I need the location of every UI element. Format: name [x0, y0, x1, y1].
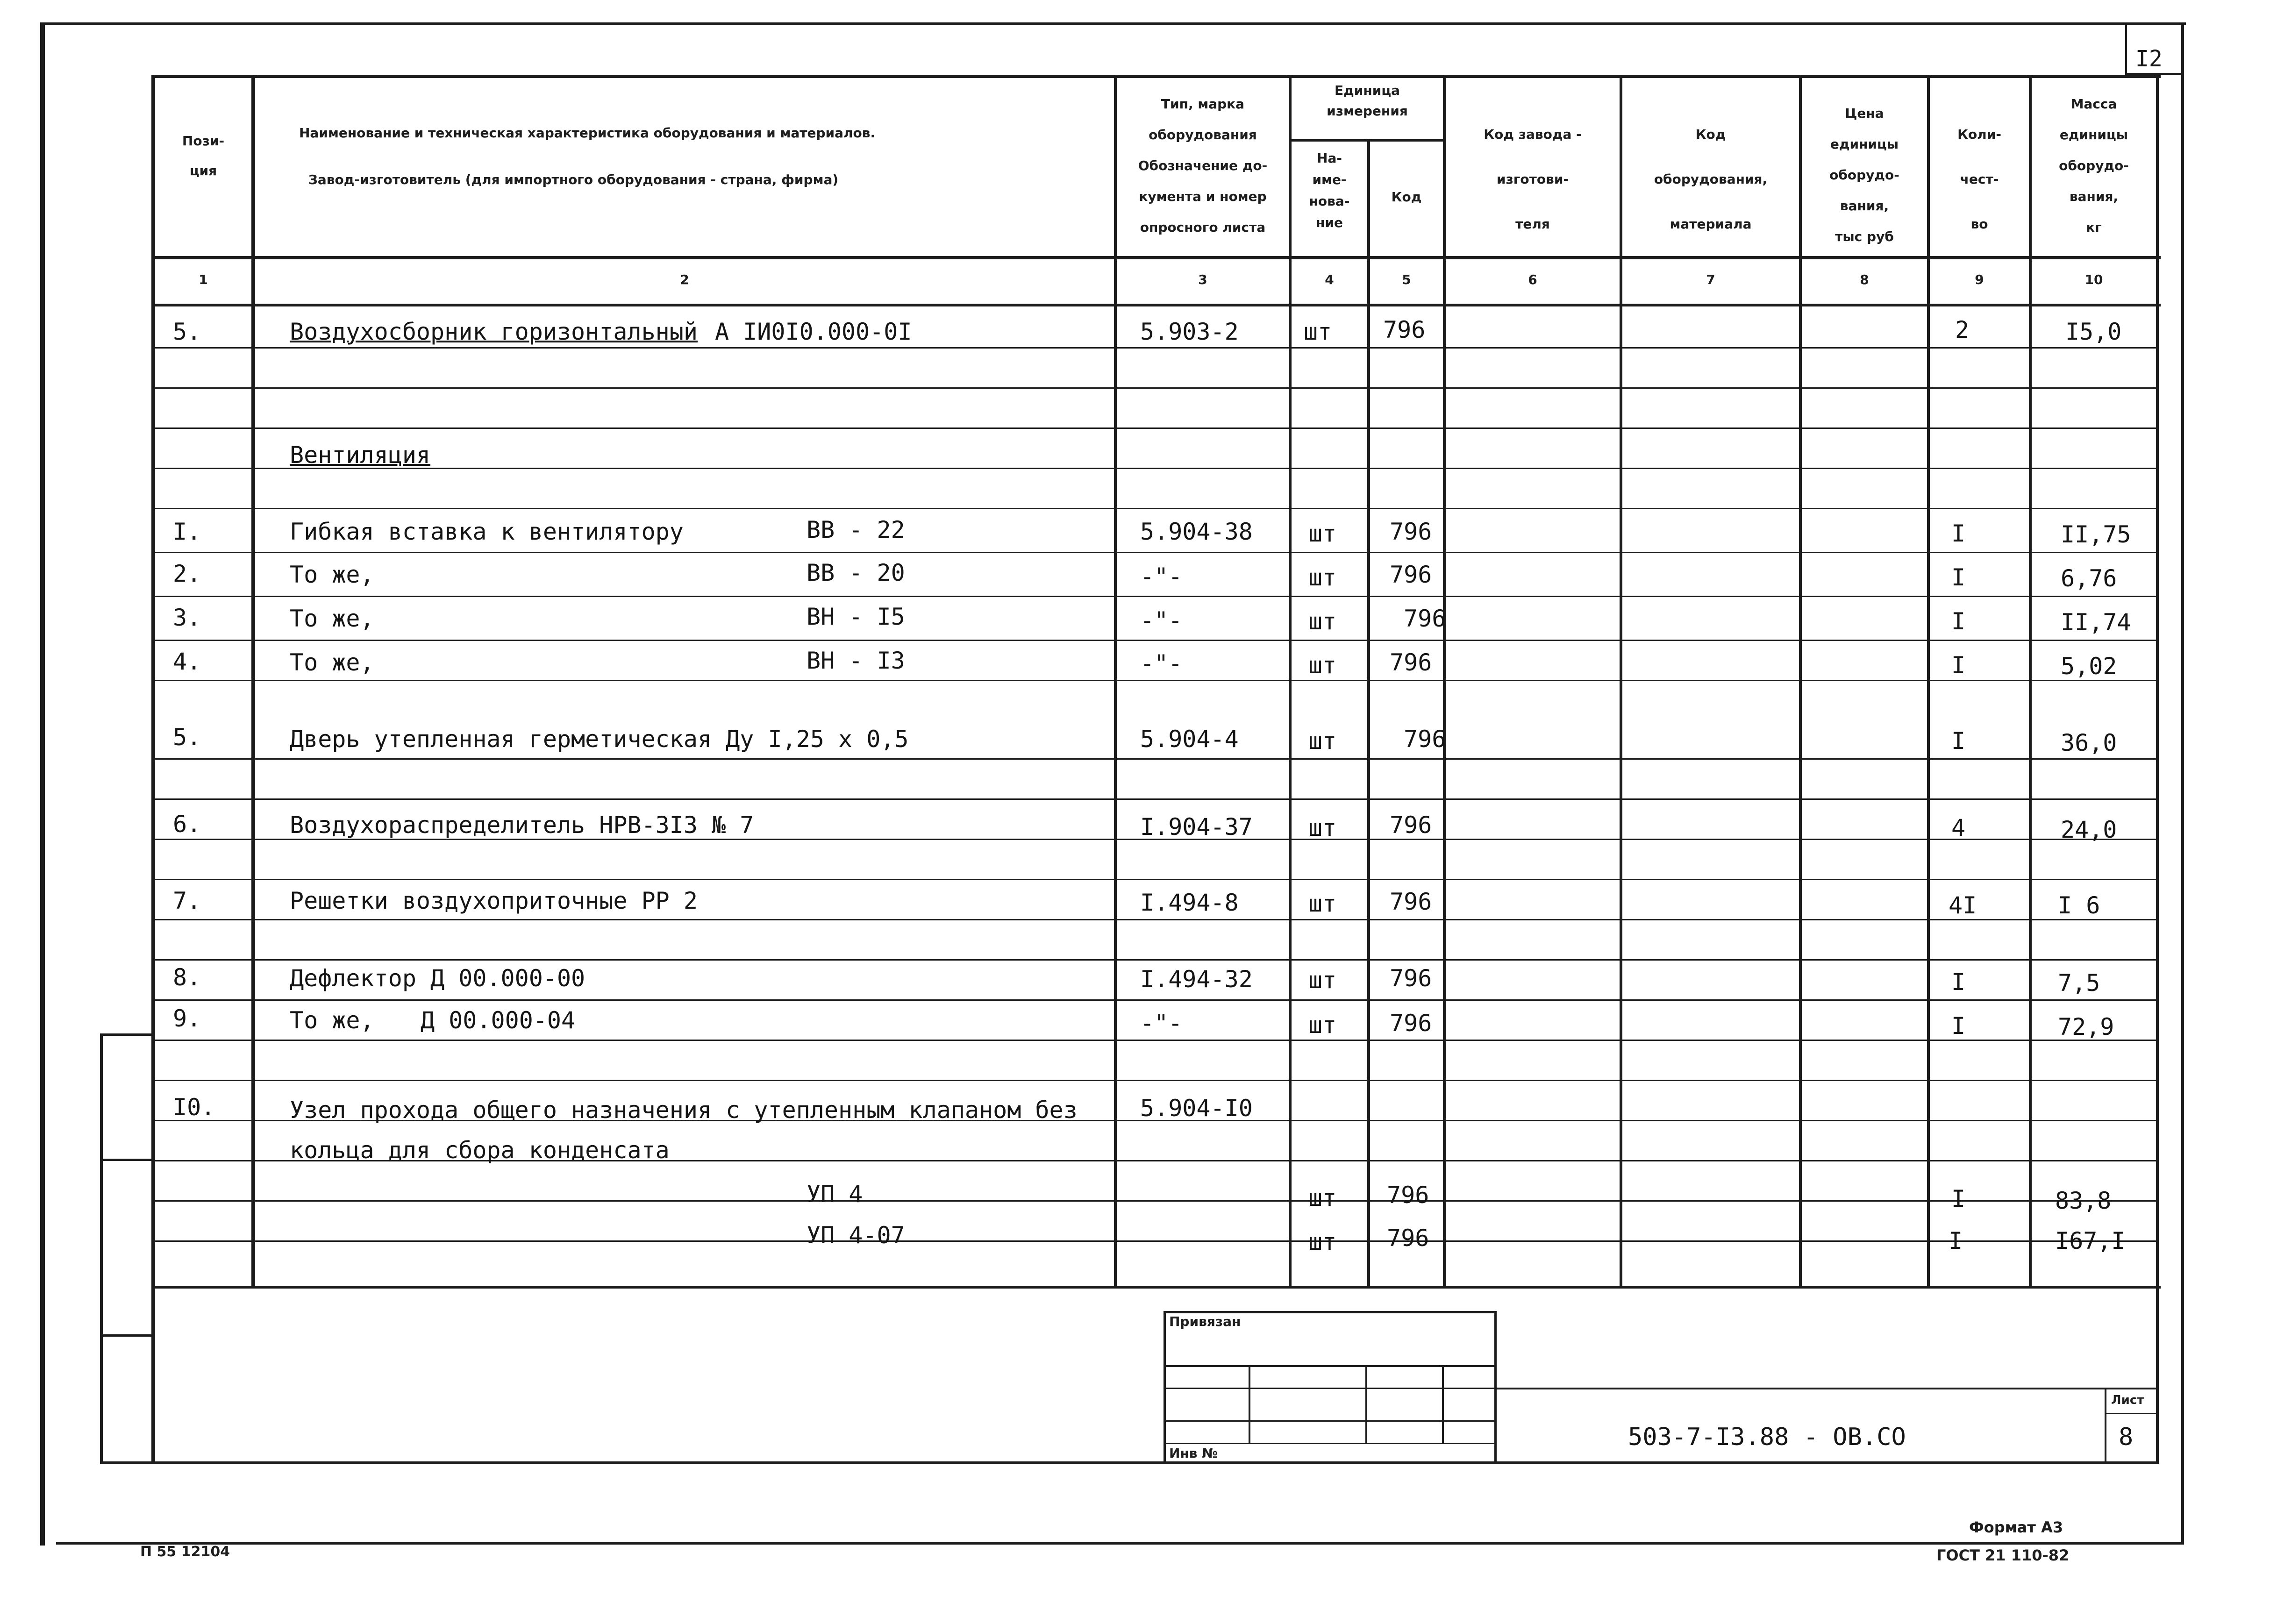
row-unit: шт [1308, 608, 1337, 635]
row-mark: Д 00.000-04 [421, 1007, 576, 1034]
row-name: Дверь утепленная герметическая Ду I,25 х 0,5 [290, 726, 909, 753]
row-mark: ВВ - 22 [807, 516, 905, 543]
row-qty: 2 [1955, 316, 1970, 343]
header-unit-name: На- име- нова- ние [1309, 150, 1350, 230]
row-code: 796 [1390, 518, 1432, 545]
footer-gost: ГОСТ 21 110-82 [1936, 1546, 2070, 1564]
row-doc: 5.904-38 [1140, 518, 1253, 545]
row-unit: шт [1304, 318, 1332, 345]
row-qty: I [1951, 727, 1966, 755]
row-qty: I [1951, 652, 1966, 679]
row-name: То же, [290, 605, 374, 632]
row-qty: I [1951, 1185, 1966, 1212]
row-unit: шт [1308, 564, 1337, 591]
row-position: I. [173, 518, 201, 545]
row-code: 796 [1390, 888, 1432, 915]
row-mass: 36,0 [2061, 729, 2117, 756]
row-position: 5. [173, 318, 201, 345]
stamp-privyazan-label: Привязан [1169, 1314, 1241, 1329]
row-mark: УП 4-07 [807, 1222, 905, 1249]
row-position: 8. [173, 964, 201, 991]
header-unit-mass: Масса единицы оборудо- вания, кг [2059, 96, 2129, 235]
row-unit: шт [1308, 890, 1337, 917]
row-unit: шт [1308, 1011, 1337, 1039]
row-doc: -"- [1140, 607, 1183, 634]
header-unit-code: Код [1391, 189, 1422, 205]
row-code: 796 [1390, 1010, 1432, 1037]
row-qty: I [1951, 608, 1966, 635]
header-unit-group: Единица измерения [1327, 83, 1408, 119]
row-qty: 4I [1949, 892, 1977, 919]
row-name: Решетки воздухоприточные РР 2 [290, 887, 698, 914]
row-name-continuation: кольца для сбора конденсата [290, 1137, 670, 1164]
row-name: То же, [290, 561, 374, 588]
row-position: 2. [173, 560, 201, 587]
row-qty: I [1951, 1012, 1966, 1040]
row-code: 796 [1390, 965, 1432, 992]
document-code: 503-7-I3.88 - ОВ.СО [1628, 1423, 1906, 1451]
header-equipment-code: Код оборудования, материала [1654, 127, 1768, 232]
row-mass: 7,5 [2058, 969, 2100, 997]
column-number: 9 [1975, 272, 1984, 287]
row-position: 5. [173, 724, 201, 751]
row-code: 796 [1387, 1225, 1429, 1252]
column-number: 8 [1860, 272, 1869, 287]
column-number: 4 [1325, 272, 1334, 287]
row-position: 6. [173, 811, 201, 838]
column-number: 3 [1198, 272, 1207, 287]
row-position: I0. [173, 1094, 215, 1121]
row-mass: II,75 [2061, 521, 2131, 548]
row-position: 3. [173, 604, 201, 631]
column-number: 7 [1706, 272, 1715, 287]
row-name: Воздухораспределитель НРВ-3I3 № 7 [290, 812, 754, 839]
row-name: То же, [290, 649, 374, 676]
column-number: 2 [680, 272, 689, 287]
row-qty: I [1949, 1227, 1963, 1254]
row-mass: 83,8 [2055, 1187, 2112, 1214]
header-factory-code: Код завода - изготови- теля [1484, 127, 1582, 232]
row-doc: 5.904-I0 [1140, 1095, 1253, 1122]
row-code: 796 [1390, 561, 1432, 588]
row-name: Гибкая вставка к вентилятору [290, 518, 684, 545]
row-doc: -"- [1140, 1010, 1183, 1037]
row-name: Воздухосборник горизонтальный [290, 318, 698, 345]
column-number: 6 [1528, 272, 1537, 287]
row-name: Узел прохода общего назначения с утепленным клапаном без [290, 1097, 1078, 1124]
sheet-corner-number: I2 [2135, 46, 2163, 72]
header-type-mark: Тип, марка оборудования Обозначение до- кумента и номер опросного листа [1138, 96, 1268, 235]
row-unit: шт [1308, 520, 1337, 547]
row-mark: А IИ0I0.000-0I [715, 318, 912, 345]
stamp-inv-label: Инв № [1169, 1446, 1218, 1461]
column-number: 10 [2084, 272, 2103, 287]
row-code: 796 [1387, 1182, 1429, 1209]
row-qty: I [1951, 520, 1966, 547]
row-mark: ВН - I5 [807, 603, 905, 630]
header-quantity: Коли- чест- во [1957, 127, 2001, 232]
row-qty: 4 [1951, 814, 1966, 841]
column-number: 5 [1402, 272, 1411, 287]
row-unit: шт [1308, 1184, 1337, 1211]
row-code: 796 [1390, 649, 1432, 676]
row-unit: шт [1308, 967, 1337, 994]
header-position: Пози- ция [182, 133, 225, 178]
row-doc: -"- [1140, 563, 1183, 590]
row-mass: I67,I [2055, 1227, 2126, 1254]
footer-left-code: П 55 12104 [140, 1544, 230, 1560]
row-doc: -"- [1140, 650, 1183, 677]
row-name: Дефлектор Д 00.000-00 [290, 965, 585, 992]
row-name: То же, [290, 1007, 374, 1034]
row-code: 796 [1383, 316, 1426, 343]
section-heading-ventilation: Вентиляция [290, 442, 431, 469]
row-doc: I.494-8 [1140, 889, 1239, 916]
row-qty: I [1951, 969, 1966, 996]
row-code: 796 [1404, 726, 1446, 753]
row-mass: II,74 [2061, 609, 2131, 636]
header-name-line1: Наименование и техническая характеристика оборудования и материалов. [299, 125, 876, 141]
row-unit: шт [1308, 727, 1337, 755]
row-position: 4. [173, 648, 201, 675]
row-mass: 72,9 [2058, 1013, 2114, 1040]
column-number: 1 [199, 272, 208, 287]
row-mass: 24,0 [2061, 816, 2117, 843]
row-position: 7. [173, 887, 201, 914]
row-mass: I5,0 [2065, 318, 2122, 345]
row-mass: 6,76 [2061, 565, 2117, 592]
row-unit: шт [1308, 652, 1337, 679]
header-unit-price: Цена единицы оборудо- вания, тыс руб [1829, 106, 1899, 244]
row-doc: I.494-32 [1140, 966, 1253, 993]
row-unit: шт [1308, 814, 1337, 841]
header-name-line2: Завод-изготовитель (для импортного оборудования - страна, фирма) [308, 172, 839, 187]
row-code: 796 [1404, 605, 1446, 632]
sheet-number: 8 [2119, 1423, 2134, 1451]
row-qty: I [1951, 564, 1966, 591]
row-mass: 5,02 [2061, 653, 2117, 680]
row-code: 796 [1390, 812, 1432, 839]
row-mark: УП 4 [807, 1181, 863, 1208]
row-mark: ВН - I3 [807, 647, 905, 674]
row-doc: 5.904-4 [1140, 726, 1239, 753]
row-doc: 5.903-2 [1140, 318, 1239, 345]
row-mark: ВВ - 20 [807, 559, 905, 586]
stamp-sheet-label: Лист [2111, 1393, 2144, 1407]
row-position: 9. [173, 1005, 201, 1032]
row-doc: I.904-37 [1140, 813, 1253, 840]
row-unit: шт [1308, 1228, 1337, 1255]
row-mass: I 6 [2058, 892, 2100, 919]
footer-format: Формат А3 [1969, 1518, 2063, 1536]
